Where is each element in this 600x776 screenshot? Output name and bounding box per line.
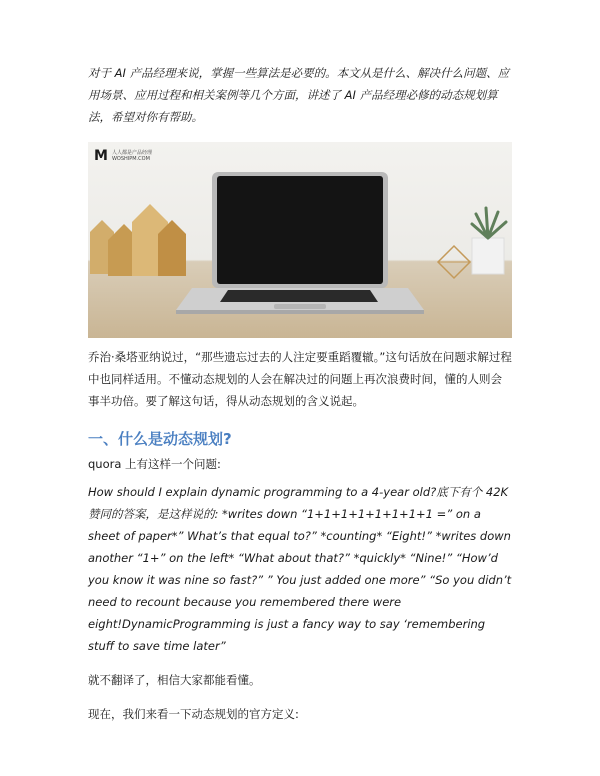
geometric-decor [438, 246, 470, 278]
gold-house-decor [90, 204, 186, 276]
quote-dynamic-programming: How should I explain dynamic programming to a 4-year old?底下有个 42K 赞同的答案，是这样说的: *writes down “1+1+1+1+1+1+1+1 =” on a sheet of paper*” What’s that equal to?” *counting* “Eight!” *writes down another “1+” on the left* “What about that?” *quickly* “Nine!” “How’d you know it was nine so fast?” ” You just added one more” “So you didn’t need to recount because you remembered there were eight!DynamicProgramming is just a fancy way to say ‘remembering stuff to save time later” [88, 485, 512, 653]
paragraph-santayana: 乔治·桑塔亚纳说过，“那些遗忘过去的人注定要重蹈覆辙。”这句话放在问题求解过程中也同样适用。不懂动态规划的人会在解决过的问题上再次浪费时间，懂的人则会事半功倍。要了解这句话，得从动态规划的含义说起。 [88, 350, 512, 408]
article-body [88, 62, 512, 725]
logo-text-line2: WOSHIPM.COM [111, 156, 150, 162]
section-heading: 一、什么是动态规划? [88, 430, 232, 448]
paragraph-no-translation: 就不翻译了，相信大家都能看懂。 [88, 673, 261, 687]
laptop-scene-illustration [88, 142, 512, 338]
plant-icon [472, 208, 506, 274]
laptop-icon [176, 172, 424, 314]
logo-mark: M [94, 148, 108, 164]
paragraph-quora: quora 上有这样一个问题: [88, 457, 221, 471]
logo-text-line1: 人人都是产品经理 [111, 150, 152, 156]
paragraph-official-definition: 现在，我们来看一下动态规划的官方定义: [88, 707, 299, 721]
intro-paragraph: 对于 AI 产品经理来说，掌握一些算法是必要的。本文从是什么、解决什么问题、应用场景、应用过程和相关案例等几个方面，讲述了 AI 产品经理必修的动态规划算法，希望对你有帮助。 [88, 66, 510, 124]
hero-image [88, 142, 512, 338]
